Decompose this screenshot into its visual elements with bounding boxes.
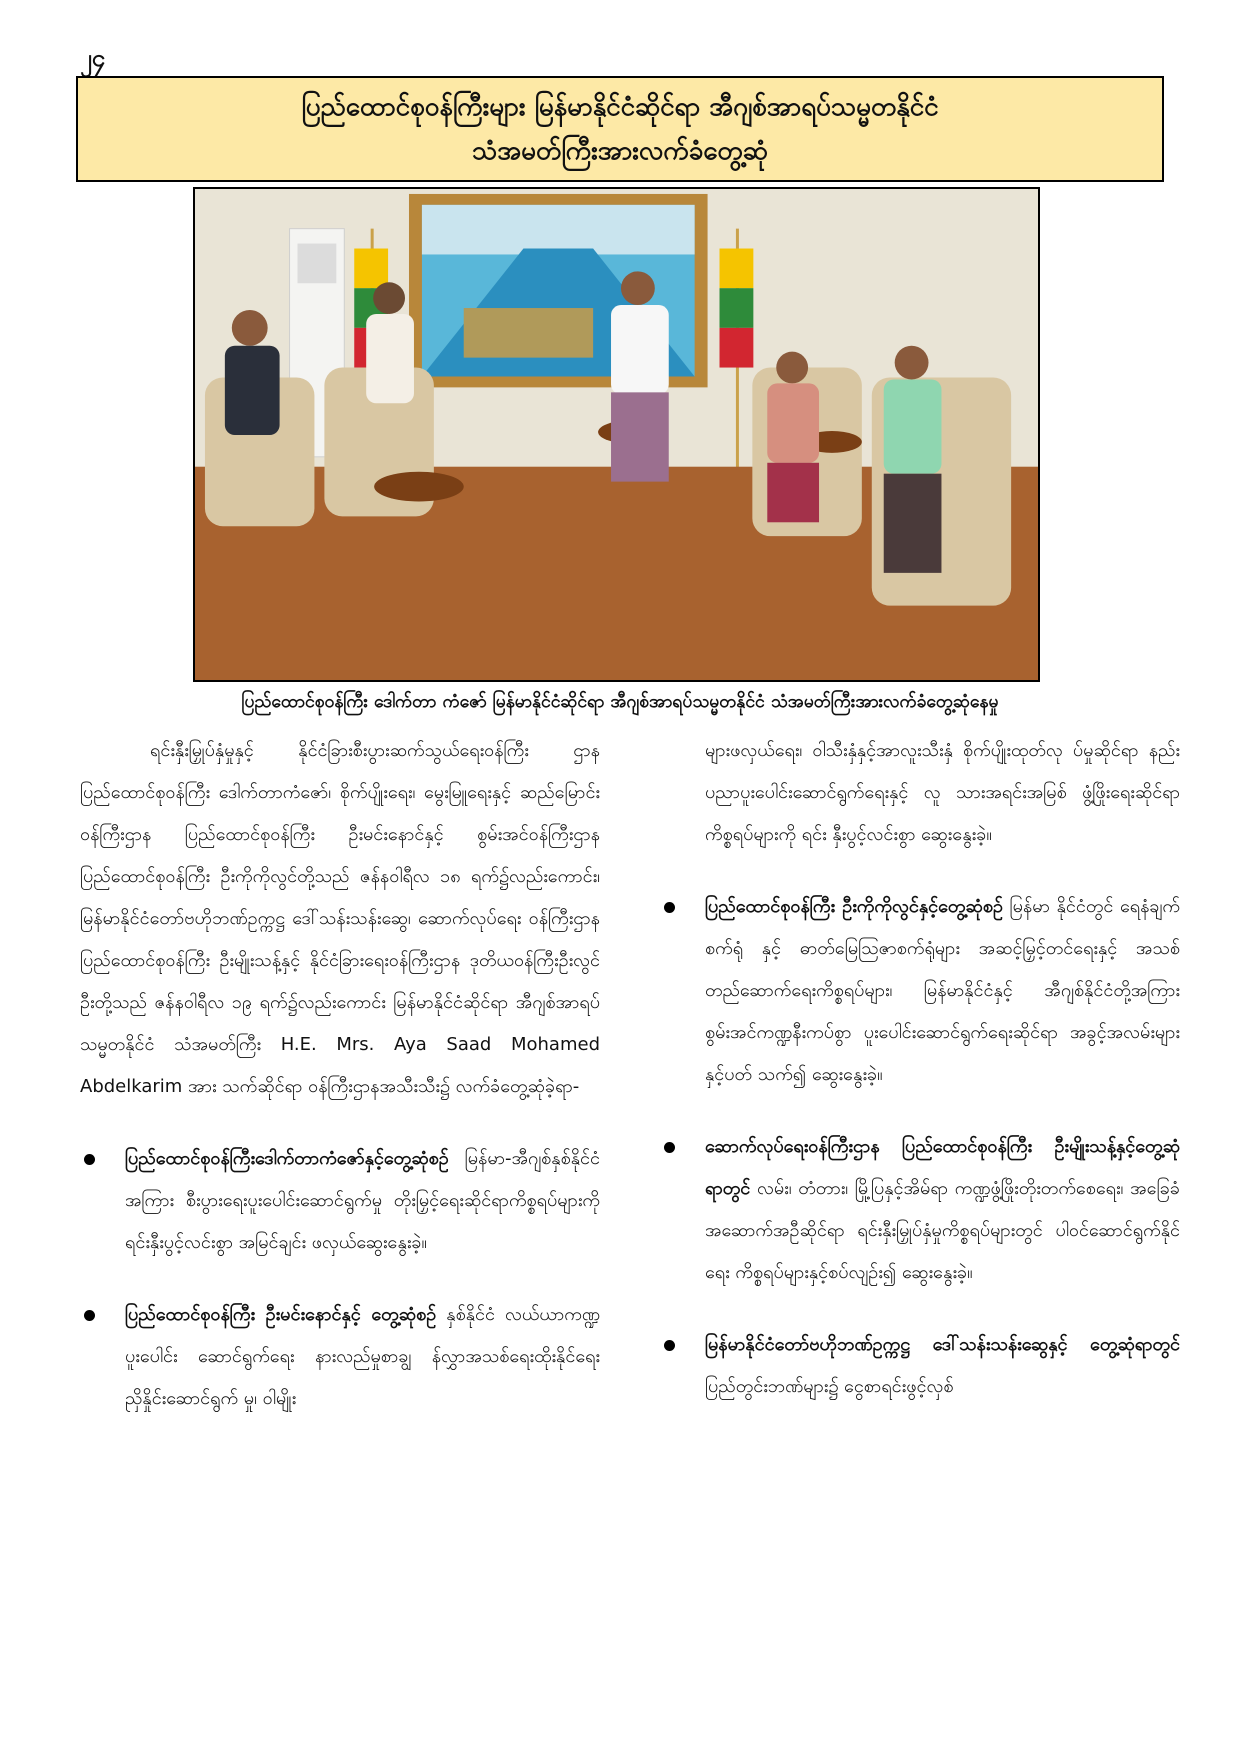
page-number: ၂၄ [80, 44, 106, 72]
title-box [76, 76, 1164, 182]
bullet-lead: ပြည်ထောင်စုဝန်ကြီးဒေါက်တာကံဇော်နှင့်တွေ့ဆုံစဉ် [125, 1148, 449, 1169]
bullet-text: လမ်း၊ တံတား၊ မြို့ပြနှင့်အိမ်ရာ ကဏ္ဍဖွံ့ဖြိုးတိုးတက်စေရေး၊ အခြေခံအဆောက်အဦဆိုင်ရာ ရင်းနှီးမြှုပ်နှံမှုကိစ္စရပ်များတွင် ပါဝင်ဆောင်ရွက်နိုင်ရေး ကိစ္စရပ်များနှင့်စပ်လျဉ်း၍ ဆွေးနွေးခဲ့။ [705, 1178, 1180, 1283]
ambassador-name: H.E. Mrs. Aya Saad Mohamed Abdelkarim [80, 1034, 600, 1097]
title-line-1: ပြည်ထောင်စုဝန်ကြီးများ မြန်မာနိုင်ငံဆိုင်ရာ အီဂျစ်အာရပ်သမ္မတနိုင်ငံ [301, 92, 939, 122]
bullet-text: မြန်မာ နိုင်ငံတွင် ရေနံချက်စက်ရုံ နှင့် ဓာတ်မြေသြဇာစက်ရုံများ အဆင့်မြှင့်တင်ရေးနှင့် အသစ်တည်ဆောက်ရေးကိစ္စရပ်များ၊ မြန်မာနိုင်ငံနှင့် အီဂျစ်နိုင်ငံတို့အကြား စွမ်းအင်ကဏ္ဍနီးကပ်စွာ ပူးပေါင်းဆောင်ရွက်ရေးဆိုင်ရာ အခွင့်အလမ်းများနှင့်ပတ် သက်၍ ဆွေးနွေးခဲ့။ [705, 896, 1181, 1085]
intro-paragraph [80, 730, 600, 1108]
right-bullet-list [660, 886, 1180, 1408]
bullet-item [660, 1126, 1180, 1294]
bullet-text: မြန်မာ-အီဂျစ်နှစ်နိုင်ငံအကြား စီးပွားရေးပူးပေါင်းဆောင်ရွက်မှု တိုးမြှင့်ရေးဆိုင်ရာကိစ္စရပ်များကို ရင်းနှီးပွင့်လင်းစွာ အမြင်ချင်း ဖလှယ်ဆွေးနွေးခဲ့။ [125, 1148, 600, 1253]
left-column [80, 730, 600, 1420]
bullet-text: ပြည်တွင်းဘဏ်များ၌ ငွေစာရင်းဖွင့်လှစ် [705, 1376, 954, 1397]
bullet-lead: မြန်မာနိုင်ငံတော်ဗဟိုဘဏ်ဥက္ကဋ္ဌ ဒေါ်သန်းသန်းဆွေနှင့် တွေ့ဆုံရာတွင် [705, 1334, 1180, 1355]
bullet-lead: ပြည်ထောင်စုဝန်ကြီး ဦးကိုကိုလွင်နှင့်တွေ့ဆုံစဉ် [705, 896, 1003, 917]
title-line-2: သံအမတ်ကြီးအားလက်ခံတွေ့ဆုံ [472, 136, 768, 166]
bullet-item [80, 1294, 600, 1420]
bullet-lead: ပြည်ထောင်စုဝန်ကြီး ဦးမင်းနောင်နှင့် တွေ့ဆုံစဉ် [125, 1304, 437, 1325]
meeting-photo [193, 187, 1040, 682]
continuation-paragraph: များဖလှယ်ရေး၊ ဝါသီးနှံနှင့်အာလူးသီးနှံ စိုက်ပျိုးထုတ်လု ပ်မှုဆိုင်ရာ နည်းပညာပူးပေါင်းဆောင်ရွက်ရေးနှင့် လူ သားအရင်းအမြစ် ဖွံ့ဖြိုးရေးဆိုင်ရာ ကိစ္စရပ်များကို ရင်း နှီးပွင့်လင်းစွာ ဆွေးနွေးခဲ့။ [705, 740, 1180, 845]
left-bullet-list [80, 1138, 600, 1420]
meeting-photo-illustration [195, 189, 1038, 680]
bullet-item [660, 1324, 1180, 1408]
bullet-text: နှစ်နိုင်ငံ လယ်ယာကဏ္ဍပူးပေါင်း ဆောင်ရွက်ရေး နားလည်မှုစာချွ န်လွှာအသစ်ရေးထိုးနိုင်ရေး ညှိနှိုင်းဆောင်ရွက် မှု၊ ဝါမျိုး [125, 1304, 600, 1409]
intro-end: အား သက်ဆိုင်ရာ ဝန်ကြီးဌာနအသီးသီး၌ လက်ခံတွေ့ဆုံခဲ့ရာ- [182, 1076, 580, 1097]
intro-text: ရင်းနှီးမြှုပ်နှံမှုနှင့် နိုင်ငံခြားစီးပွားဆက်သွယ်ရေးဝန်ကြီး ဌာန ပြည်ထောင်စုဝန်ကြီး ဒေါက်တာကံဇော်၊ စိုက်ပျိုးရေး၊ မွေးမြူရေးနှင့် ဆည်မြောင်းဝန်ကြီးဌာန ပြည်ထောင်စုဝန်ကြီး ဦးမင်းနောင်နှင့် စွမ်းအင်ဝန်ကြီးဌာန ပြည်ထောင်စုဝန်ကြီး ဦးကိုကိုလွင်တို့သည် ဇန်နဝါရီလ ၁၈ ရက်၌လည်းကောင်း၊ မြန်မာနိုင်ငံတော်ဗဟိုဘဏ်ဥက္ကဋ္ဌ ဒေါ်သန်းသန်းဆွေ၊ ဆောက်လုပ်ရေး ဝန်ကြီးဌာန ပြည်ထောင်စုဝန်ကြီး ဦးမျိုးသန့်နှင့် နိုင်ငံခြားရေးဝန်ကြီးဌာန ဒုတိယဝန်ကြီးဦးလွင်ဦးတို့သည် ဇန်နဝါရီလ ၁၉ ရက်၌လည်းကောင်း မြန်မာနိုင်ငံဆိုင်ရာ အီဂျစ်အာရပ်သမ္မတနိုင်ငံ သံအမတ်ကြီး [80, 740, 600, 1055]
photo-caption: ပြည်ထောင်စုဝန်ကြီး ဒေါက်တာ ကံဇော် မြန်မာနိုင်ငံဆိုင်ရာ အီဂျစ်အာရပ်သမ္မတနိုင်ငံ သံအမတ်ကြီးအားလက်ခံတွေ့ဆုံနေမှု [241, 692, 999, 712]
bullet-lead: ဆောက်လုပ်ရေးဝန်ကြီးဌာန ပြည်ထောင်စုဝန်ကြီး ဦးမျိုးသန့်နှင့်တွေ့ဆုံရာတွင် [705, 1136, 1180, 1199]
bullet-item [660, 886, 1180, 1096]
right-column [660, 730, 1180, 1408]
bullet-item [80, 1138, 600, 1264]
